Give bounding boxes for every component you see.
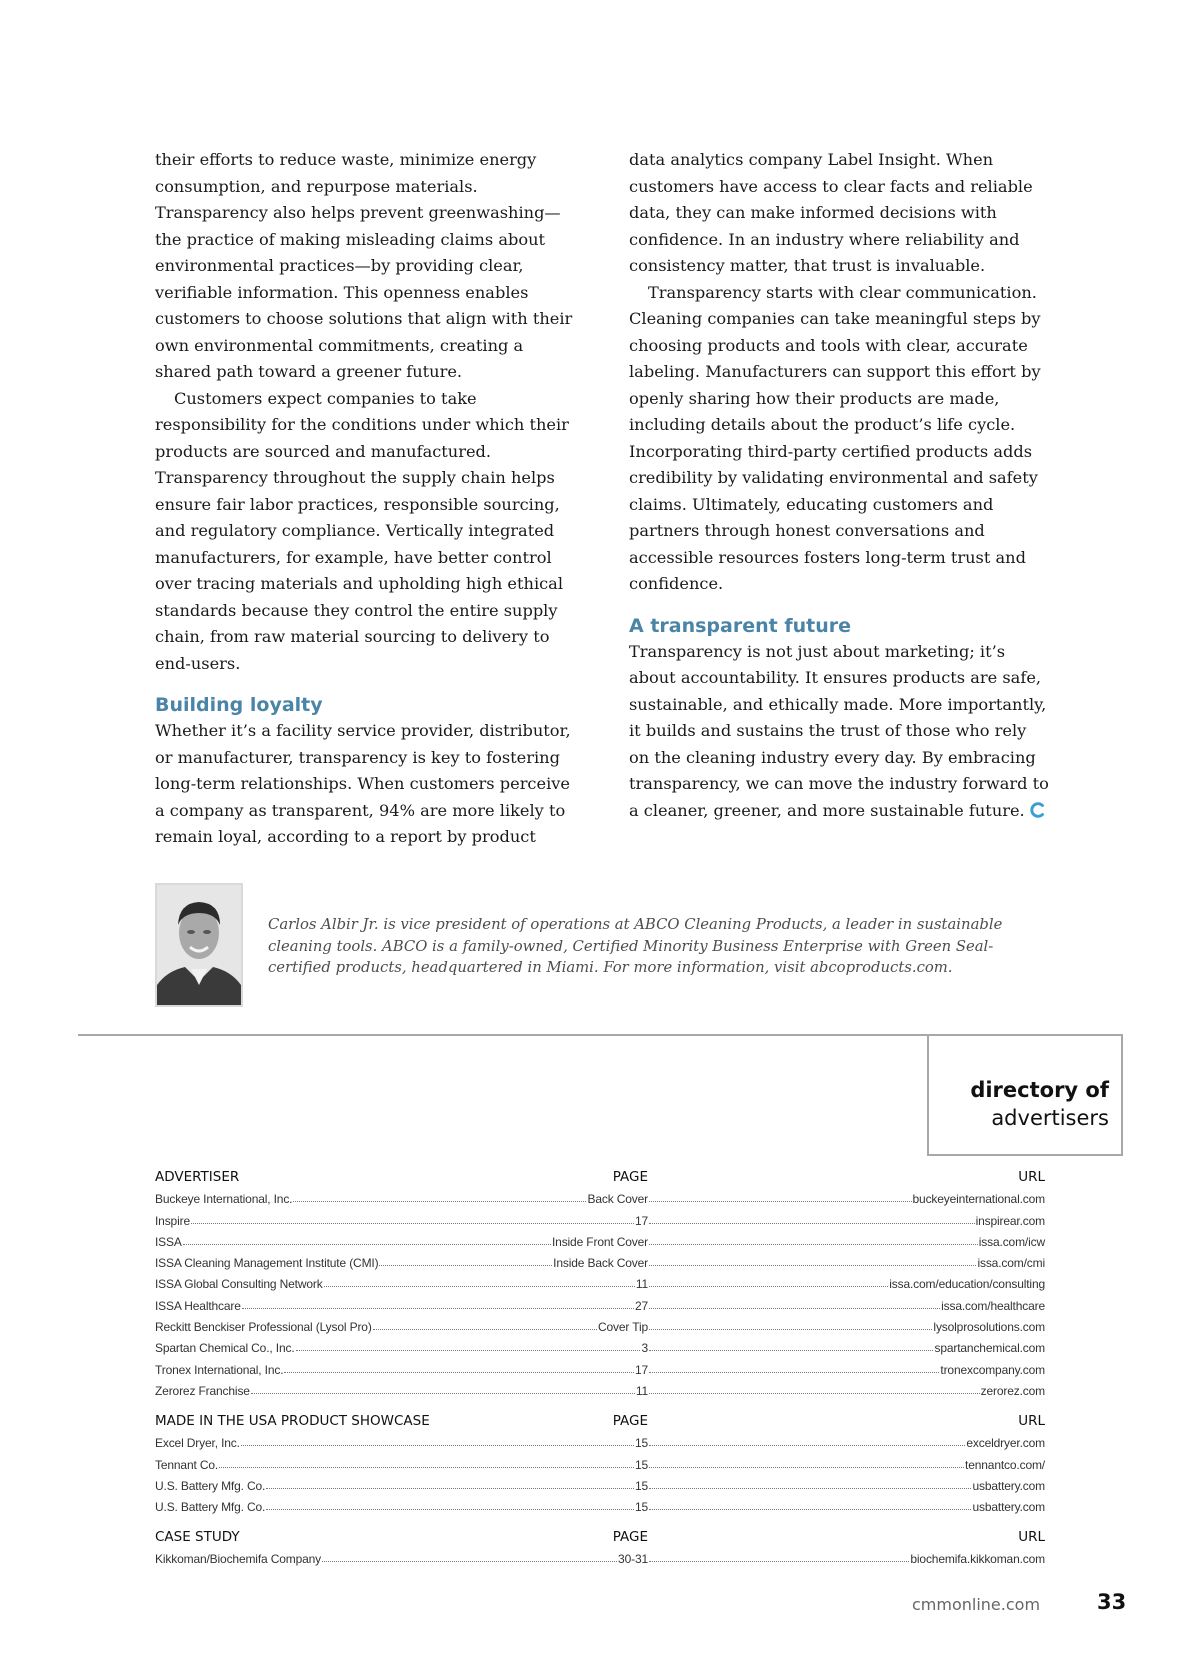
advertiser-url[interactable]: inspirear.com <box>975 1213 1045 1228</box>
table-row <box>155 1228 1045 1249</box>
advertiser-url[interactable]: spartanchemical.com <box>934 1341 1045 1356</box>
page-ref: 15 <box>634 1478 648 1493</box>
page-number: 33 <box>1097 1590 1127 1614</box>
dot-leader <box>649 1222 975 1224</box>
advertiser-url[interactable]: usbattery.com <box>972 1500 1045 1515</box>
page-ref: 30-31 <box>618 1552 648 1567</box>
row-right <box>648 1192 1045 1206</box>
author-photo <box>155 883 243 1007</box>
advertiser-name: ISSA Healthcare <box>155 1298 241 1313</box>
advertiser-url[interactable]: lysolprosolutions.com <box>933 1320 1045 1335</box>
paragraph <box>629 639 1049 825</box>
dot-leader <box>649 1328 932 1330</box>
case-study-table <box>155 1523 1045 1566</box>
column-header-advertiser: ADVERTISER <box>155 1169 240 1185</box>
row-left <box>155 1277 648 1291</box>
advertiser-url[interactable]: zerorez.com <box>980 1383 1045 1398</box>
row-left <box>155 1235 648 1249</box>
dot-leader <box>296 1349 641 1351</box>
dot-leader <box>649 1560 909 1562</box>
column-header-case-study: CASE STUDY <box>155 1529 240 1545</box>
advertiser-name: Zerorez Franchise <box>155 1383 250 1398</box>
column-header-url: URL <box>1018 1413 1045 1429</box>
column-header-page: PAGE <box>612 1169 648 1185</box>
paragraph: data analytics company Label Insight. When customers have access to clear facts and reliable data, they can make informed decisions with confidence. In an industry where reliability and consistency matter, that trust is invaluable. <box>629 150 1033 275</box>
row-right <box>648 1214 1045 1228</box>
row-right <box>648 1299 1045 1313</box>
row-left <box>155 1479 648 1493</box>
row-left <box>155 1552 648 1566</box>
row-left <box>155 1500 648 1514</box>
column-header-url: URL <box>1018 1529 1045 1545</box>
advertiser-name: ISSA Cleaning Management Institute (CMI) <box>155 1256 379 1271</box>
end-mark-icon <box>1029 801 1047 819</box>
dot-leader <box>266 1508 634 1510</box>
advertiser-url[interactable]: buckeyeinternational.com <box>912 1192 1045 1207</box>
page-ref: Back Cover <box>587 1192 648 1207</box>
table-row <box>155 1291 1045 1312</box>
table-body <box>155 1545 1045 1566</box>
advertiser-name: Buckeye International, Inc. <box>155 1192 293 1207</box>
dot-leader <box>649 1349 933 1351</box>
table-header <box>155 1407 1045 1429</box>
table-row <box>155 1429 1045 1450</box>
table-row <box>155 1545 1045 1566</box>
row-right <box>648 1277 1045 1291</box>
row-right <box>648 1363 1045 1377</box>
page-ref: 3 <box>641 1341 648 1356</box>
section-heading-loyalty: Building loyalty <box>155 694 323 716</box>
dot-leader <box>373 1328 597 1330</box>
paragraph: their efforts to reduce waste, minimize energy consumption, and repurpose materials. Transparency also helps prevent greenwashing— the practice of making misleading claims about environmental practices—by providing clear, verifiable information. This openness enables customers to choose solutions that align with their own environmental commitments, creating a shared path toward a greener future. <box>155 150 573 381</box>
paragraph: Whether it’s a facility service provider, distributor, or manufacturer, transparency is key to fostering long-term relationships. When customers perceive a company as transparent, 94% are more likely to remain loyal, according to a report by product <box>155 721 571 846</box>
page-ref: 15 <box>634 1457 648 1472</box>
dot-leader <box>241 1444 634 1446</box>
row-right <box>648 1235 1045 1249</box>
page-ref: Cover Tip <box>597 1320 648 1335</box>
row-left <box>155 1320 648 1334</box>
column-header-url: URL <box>1018 1169 1045 1185</box>
dot-leader <box>183 1243 551 1245</box>
page-ref: 27 <box>634 1298 648 1313</box>
table-row <box>155 1355 1045 1376</box>
article-right-column <box>629 147 1049 824</box>
row-left <box>155 1384 648 1398</box>
advertiser-url[interactable]: issa.com/icw <box>978 1234 1045 1249</box>
advertiser-name: U.S. Battery Mfg. Co. <box>155 1500 266 1515</box>
table-header <box>155 1523 1045 1545</box>
advertiser-name: Inspire <box>155 1213 190 1228</box>
advertiser-name: Tennant Co. <box>155 1457 219 1472</box>
directory-title: directory of <box>970 1078 1109 1102</box>
dot-leader <box>649 1466 964 1468</box>
advertiser-name: Spartan Chemical Co., Inc. <box>155 1341 295 1356</box>
page-ref: 11 <box>635 1383 648 1398</box>
advertiser-url[interactable]: usbattery.com <box>972 1478 1045 1493</box>
showcase-table <box>155 1407 1045 1514</box>
column-header-page: PAGE <box>612 1413 648 1429</box>
row-right <box>648 1552 1045 1566</box>
advertiser-table <box>155 1163 1045 1398</box>
dot-leader <box>649 1264 976 1266</box>
dot-leader <box>266 1487 634 1489</box>
page-ref: 17 <box>634 1362 648 1377</box>
dot-leader <box>649 1200 912 1202</box>
dot-leader <box>649 1243 978 1245</box>
table-body <box>155 1429 1045 1514</box>
advertiser-name: Kikkoman/Biochemifa Company <box>155 1552 322 1567</box>
dot-leader <box>242 1307 634 1309</box>
page-ref: 15 <box>634 1500 648 1515</box>
advertiser-name: ISSA Global Consulting Network <box>155 1277 323 1292</box>
advertiser-name: Excel Dryer, Inc. <box>155 1436 240 1451</box>
table-row <box>155 1472 1045 1493</box>
page-ref: 17 <box>634 1213 648 1228</box>
row-left <box>155 1299 648 1313</box>
dot-leader <box>649 1508 971 1510</box>
paragraph: Transparency starts with clear communication. Cleaning companies can take meaningful steps by choosing products and tools with clear, accurate labeling. Manufacturers can support this effort by openly sharing how their products are made, including details about the product’s life cycle. Incorporating third-party certified products adds credibility by validating environmental and safety claims. Ultimately, educating customers and partners through honest conversations and accessible resources fosters long-term trust and confidence. <box>629 282 1041 593</box>
author-portrait-icon <box>157 885 241 1005</box>
table-row <box>155 1334 1045 1355</box>
page-ref: Inside Back Cover <box>553 1256 648 1271</box>
row-left <box>155 1214 648 1228</box>
table-body <box>155 1185 1045 1398</box>
row-right <box>648 1479 1045 1493</box>
row-right <box>648 1384 1045 1398</box>
dot-leader <box>284 1371 634 1373</box>
table-row <box>155 1185 1045 1206</box>
table-row <box>155 1313 1045 1334</box>
page-ref: Inside Front Cover <box>551 1234 648 1249</box>
advertiser-url[interactable]: issa.com/healthcare <box>941 1298 1045 1313</box>
row-left <box>155 1363 648 1377</box>
dot-leader <box>379 1264 552 1266</box>
section-heading-future: A transparent future <box>629 614 851 637</box>
dot-leader <box>191 1222 634 1224</box>
directory-title-box <box>927 1034 1123 1156</box>
table-row <box>155 1450 1045 1471</box>
advertiser-name: Reckitt Benckiser Professional (Lysol Pro) <box>155 1320 372 1335</box>
dot-leader <box>649 1444 965 1446</box>
advertiser-url[interactable]: exceldryer.com <box>966 1436 1045 1451</box>
row-right <box>648 1500 1045 1514</box>
advertiser-url[interactable]: tennantco.com/ <box>965 1457 1045 1472</box>
column-header-page: PAGE <box>612 1529 648 1545</box>
dot-leader <box>322 1560 617 1562</box>
paragraph-text: Transparency is not just about marketing; it’s about accountability. It ensures products are safe, sustainable, and ethically made. More importantly, it builds and sustains the trust of those who rely on the cleaning industry every day. By embracing transparency, we can move the industry forward to a cleaner, greener, and more sustainable future. <box>629 641 1049 820</box>
article-left-column <box>155 147 575 851</box>
row-left <box>155 1192 648 1206</box>
table-row <box>155 1249 1045 1270</box>
advertiser-url[interactable]: biochemifa.kikkoman.com <box>910 1552 1045 1567</box>
footer-site: cmmonline.com <box>912 1595 1041 1614</box>
directory-subtitle: advertisers <box>991 1106 1109 1130</box>
table-header <box>155 1163 1045 1185</box>
dot-leader <box>649 1285 888 1287</box>
dot-leader <box>649 1371 939 1373</box>
advertiser-name: U.S. Battery Mfg. Co. <box>155 1478 266 1493</box>
dot-leader <box>649 1307 940 1309</box>
row-right <box>648 1458 1045 1472</box>
paragraph: Customers expect companies to take responsibility for the conditions under which their products are sourced and manufactured. Transparency throughout the supply chain helps ensure fair labor practices, responsible sourcing, and regulatory compliance. Vertically integrated manufacturers, for example, have better control over tracing materials and upholding high ethical standards because they control the entire supply chain, from raw material sourcing to delivery to end-users. <box>155 388 569 673</box>
table-row <box>155 1270 1045 1291</box>
page-ref: 11 <box>635 1277 648 1292</box>
row-right <box>648 1341 1045 1355</box>
row-right <box>648 1320 1045 1334</box>
row-left <box>155 1436 648 1450</box>
dot-leader <box>251 1392 635 1394</box>
column-header-showcase: MADE IN THE USA PRODUCT SHOWCASE <box>155 1413 430 1429</box>
author-bio: Carlos Albir Jr. is vice president of operations at ABCO Cleaning Products, a leader in sustainable cleaning tools. ABCO is a family-owned, Certified Minority Business Enterprise with Green Seal-certified products, headquartered in Miami. For more information, visit abcoproducts.com. <box>268 916 1003 976</box>
dot-leader <box>649 1392 980 1394</box>
table-row <box>155 1377 1045 1398</box>
row-left <box>155 1341 648 1355</box>
dot-leader <box>649 1487 971 1489</box>
advertiser-url[interactable]: issa.com/education/consulting <box>889 1277 1045 1292</box>
dot-leader <box>293 1200 586 1202</box>
dot-leader <box>219 1466 634 1468</box>
dot-leader <box>324 1285 635 1287</box>
table-row <box>155 1206 1045 1227</box>
advertiser-name: Tronex International, Inc. <box>155 1362 284 1377</box>
advertiser-url[interactable]: tronexcompany.com <box>940 1362 1045 1377</box>
page-ref: 15 <box>634 1436 648 1451</box>
advertiser-name: ISSA <box>155 1234 182 1249</box>
row-right <box>648 1436 1045 1450</box>
row-right <box>648 1256 1045 1270</box>
row-left <box>155 1256 648 1270</box>
advertiser-url[interactable]: issa.com/cmi <box>977 1256 1045 1271</box>
table-row <box>155 1493 1045 1514</box>
row-left <box>155 1458 648 1472</box>
